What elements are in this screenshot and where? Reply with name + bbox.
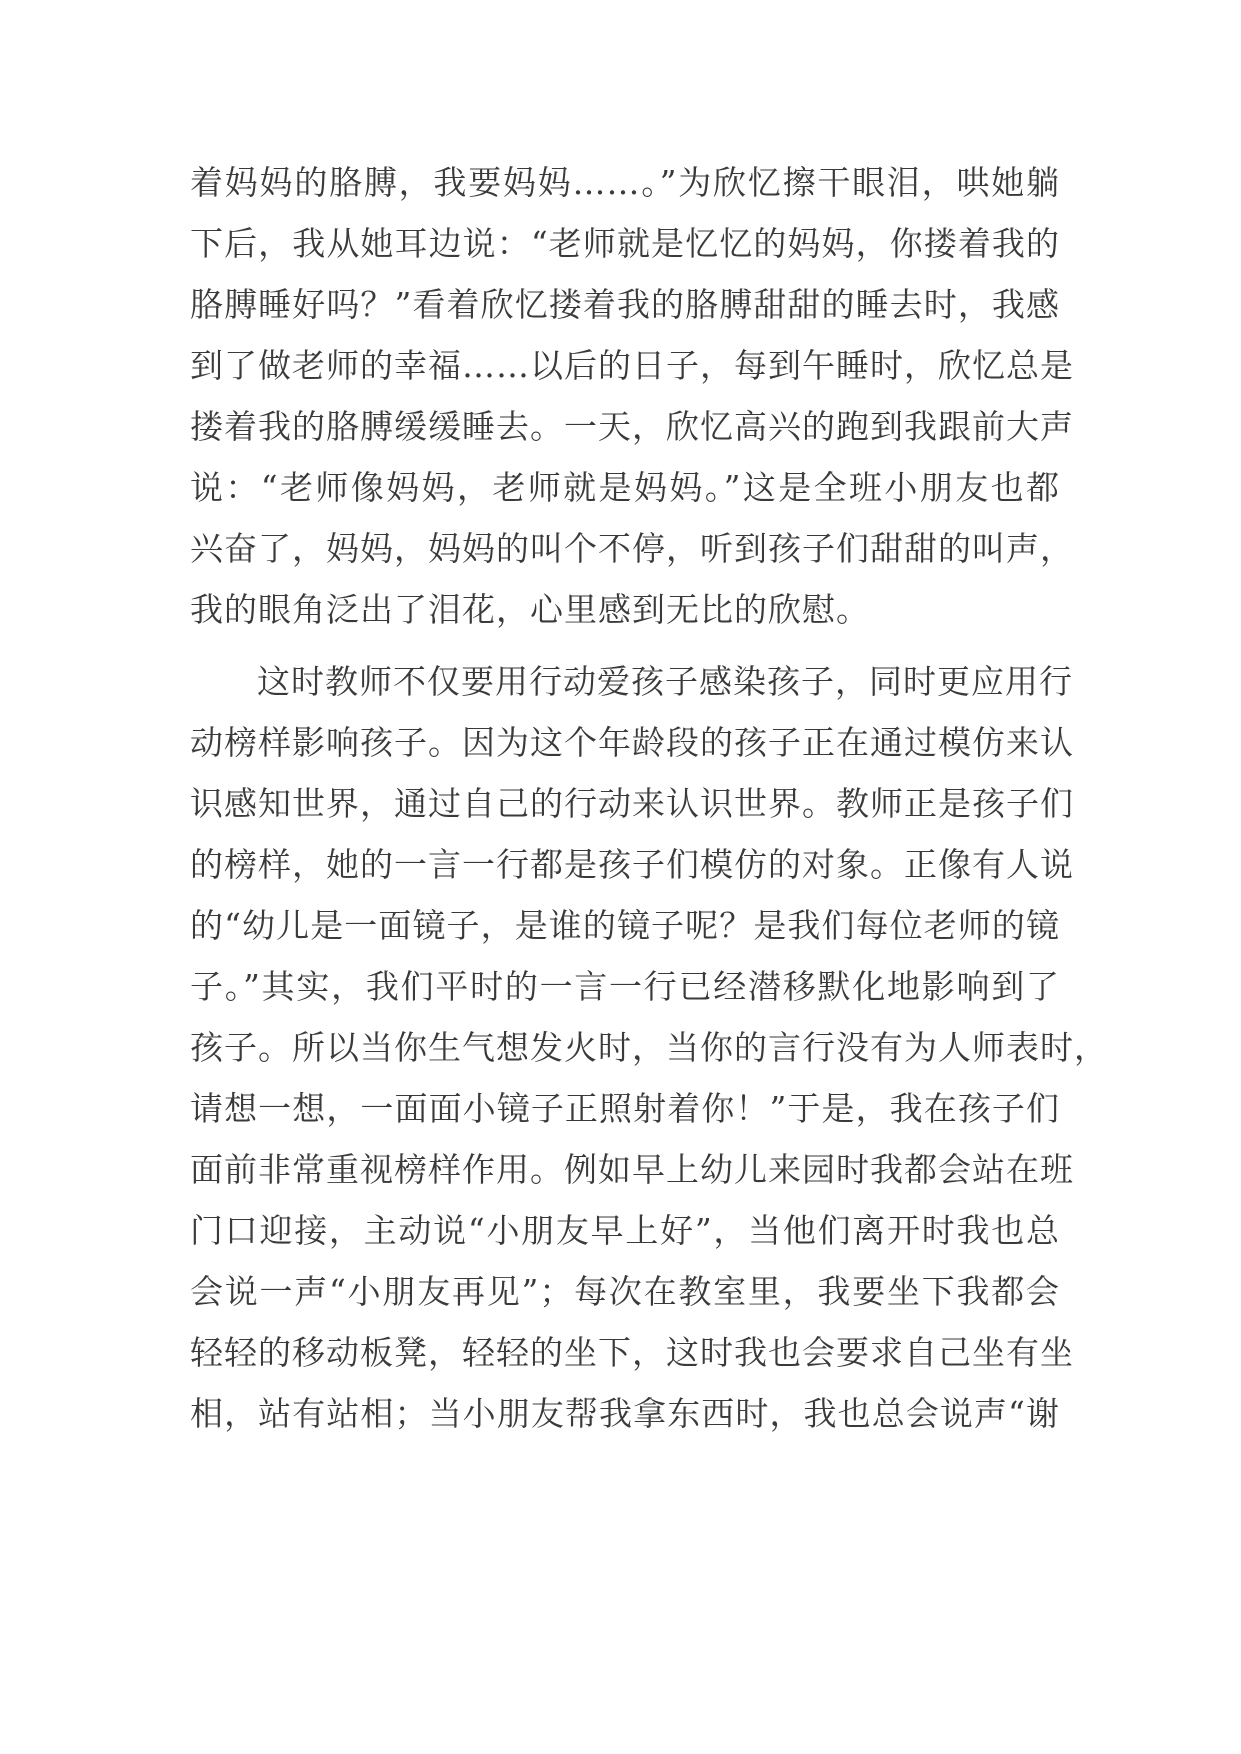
text-line: 的“幼儿是一面镜子，是谁的镜子呢？是我们每位老师的镜 — [190, 906, 1060, 945]
text-line: 门口迎接，主动说“小朋友早上好”，当他们离开时我也总 — [190, 1211, 1060, 1250]
text-line: 说：“老师像妈妈，老师就是妈妈。”这是全班小朋友也都 — [190, 468, 1060, 507]
text-line: 兴奋了，妈妈，妈妈的叫个不停，听到孩子们甜甜的叫声， — [190, 529, 1074, 568]
text-line: 子。”其实，我们平时的一言一行已经潜移默化地影响到了 — [190, 967, 1060, 1006]
text-line: 这时教师不仅要用行动爱孩子感染孩子，同时更应用行 — [257, 662, 1073, 701]
text-line: 识感知世界，通过自己的行动来认识世界。教师正是孩子们 — [190, 784, 1074, 823]
text-line: 相，站有站相；当小朋友帮我拿东西时，我也总会说声“谢 — [190, 1394, 1060, 1433]
text-line: 孩子。所以当你生气想发火时，当你的言行没有为人师表时， — [190, 1028, 1108, 1067]
paragraph — [190, 651, 1108, 1444]
text-line: 请想一想，一面面小镜子正照射着你！”于是，我在孩子们 — [190, 1089, 1060, 1128]
text-line: 到了做老师的幸福……以后的日子，每到午睡时，欣忆总是 — [190, 346, 1074, 385]
text-line: 动榜样影响孩子。因为这个年龄段的孩子正在通过模仿来认 — [190, 723, 1074, 762]
text-line: 我的眼角泛出了泪花，心里感到无比的欣慰。 — [190, 590, 870, 629]
body-text — [190, 152, 1108, 1444]
text-line: 胳膊睡好吗？”看着欣忆搂着我的胳膊甜甜的睡去时，我感 — [190, 285, 1060, 324]
text-line: 的榜样，她的一言一行都是孩子们模仿的对象。正像有人说 — [190, 845, 1074, 884]
paragraph-spacer — [190, 640, 1060, 651]
text-line: 面前非常重视榜样作用。例如早上幼儿来园时我都会站在班 — [190, 1150, 1074, 1189]
text-line: 搂着我的胳膊缓缓睡去。一天，欣忆高兴的跑到我跟前大声 — [190, 407, 1074, 446]
text-line: 轻轻的移动板凳，轻轻的坐下，这时我也会要求自己坐有坐 — [190, 1333, 1074, 1372]
paragraph — [190, 152, 1074, 640]
text-line: 下后，我从她耳边说：“老师就是忆忆的妈妈，你搂着我的 — [190, 224, 1060, 263]
text-line: 会说一声“小朋友再见”；每次在教室里，我要坐下我都会 — [190, 1272, 1060, 1311]
text-line: 着妈妈的胳膊，我要妈妈……。”为欣忆擦干眼泪，哄她躺 — [190, 163, 1060, 202]
